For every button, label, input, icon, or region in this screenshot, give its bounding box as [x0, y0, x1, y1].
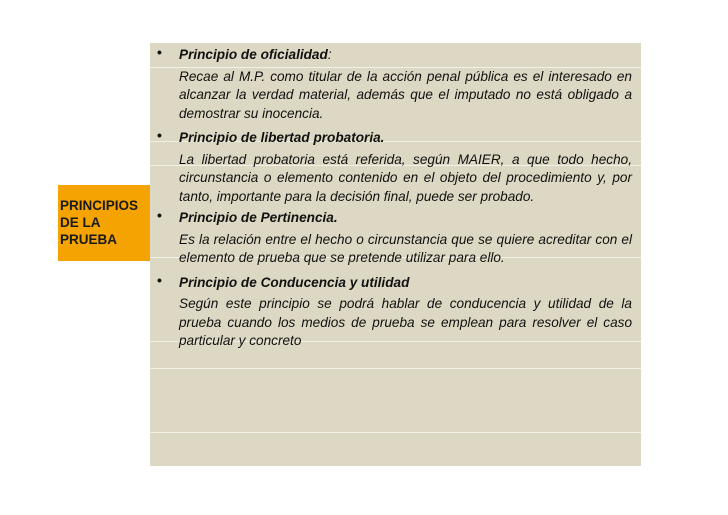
section-label-line-2: DE LA: [60, 215, 101, 230]
principles-list: [150, 43, 641, 351]
principle-heading: [157, 206, 632, 228]
principle-title: Principio de oficialidad: [179, 47, 328, 62]
section-label-line-1: PRINCIPIOS: [60, 198, 139, 213]
principle-body: Es la relación entre el hecho o circunstancia que se quiere acreditar con el elemento de prueba que se pretende utilizar para ello.: [179, 231, 632, 265]
bullet-icon: •: [157, 271, 162, 288]
bullet-icon: •: [157, 207, 162, 223]
principle-title: Principio de Pertinencia.: [179, 210, 338, 225]
principle-body: Recae al M.P. como titular de la acción penal pública es el interesado en alcanzar la verdad material, además que el imputado no está obligado a demostrar su inocencia.: [179, 68, 632, 121]
principle-heading: [157, 126, 632, 148]
principle-title: Principio de Conducencia y utilidad: [179, 274, 410, 290]
section-label: [58, 185, 150, 261]
principle-title: Principio de libertad probatoria.: [179, 130, 385, 145]
principle-item: [150, 126, 641, 206]
principle-body: Según este principio se podrá hablar de conducencia y utilidad de la prueba cuando los medios de prueba se emplean para resolver el caso particular y concreto: [179, 296, 632, 348]
bullet-icon: •: [157, 127, 162, 143]
principle-item: [150, 271, 641, 351]
principle-item: [150, 206, 641, 268]
section-label-line-3: PRUEBA: [60, 232, 118, 247]
bullet-icon: •: [157, 44, 162, 60]
principle-item: [150, 43, 641, 123]
principle-title-suffix: :: [327, 47, 332, 62]
principle-heading: [157, 271, 632, 293]
principle-heading: [157, 43, 632, 65]
principle-body: La libertad probatoria está referida, según MAIER, a que todo hecho, circunstancia o elemento contenido en el objeto del procedimiento y, por tanto, importante para la decisión final, puede ser probado.: [179, 151, 632, 204]
